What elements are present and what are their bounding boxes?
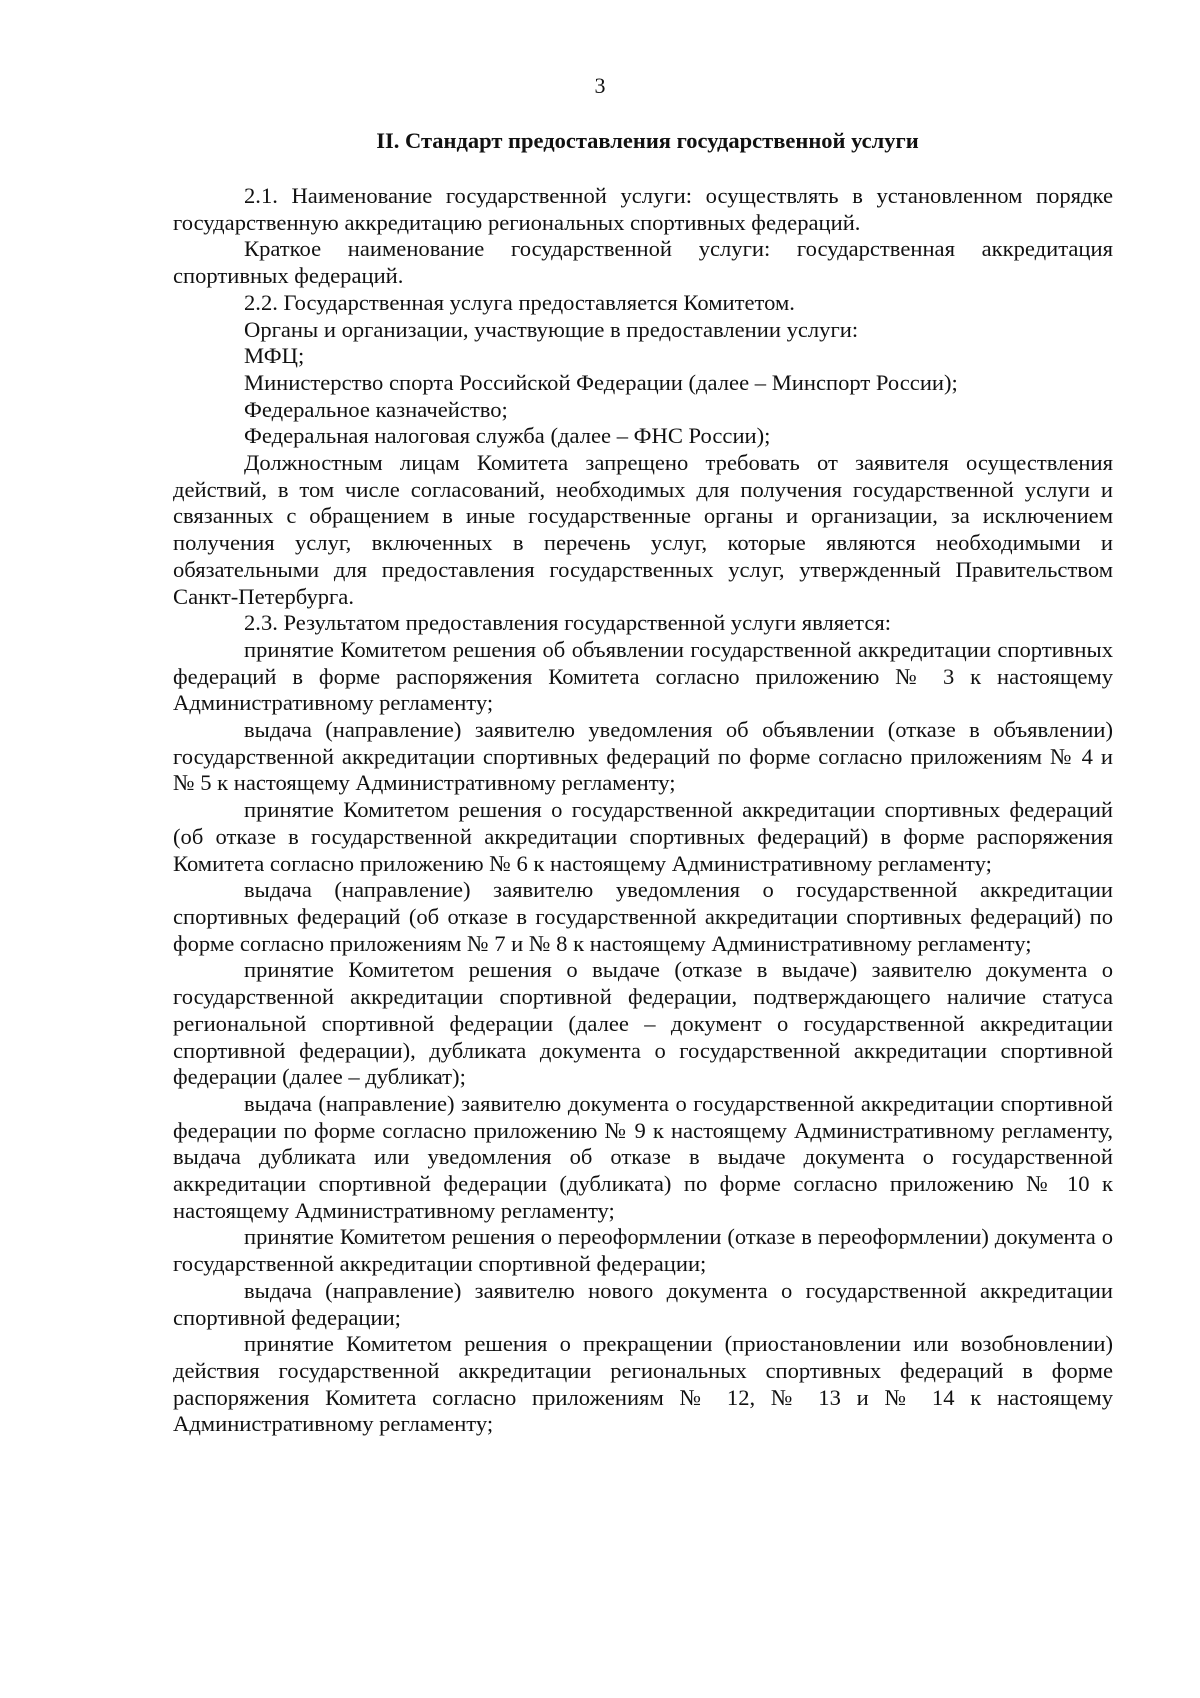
list-item: Федеральная налоговая служба (далее – ФНС России); (244, 423, 771, 449)
page-number: 3 (594, 73, 606, 98)
paragraph: 2.2. Государственная услуга предоставляется Комитетом. (244, 289, 795, 315)
list-item: Федеральное казначейство; (244, 396, 508, 422)
paragraph: Должностным лицам Комитета запрещено требовать от заявителя осуществления действий, в том числе согласований, необходимых для получения государственной услуги и связанных с обращением в иные государственные органы и организации, за исключением получения услуг, включенных в перечень услуг, которые являются необходимыми и обязательными для предоставления государственных услуг, утвержденный Правительством Санкт-Петербурга. (173, 450, 1113, 609)
list-item: выдача (направление) заявителю уведомления об объявлении (отказе в объявлении) государственной аккредитации спортивных федераций по форме согласно приложениям № 4 и № 5 к настоящему Административному регламенту; (173, 717, 1113, 796)
list-item: Министерство спорта Российской Федерации (далее – Минспорт России); (244, 369, 958, 395)
paragraph: Органы и организации, участвующие в предоставлении услуги: (244, 316, 859, 342)
list-item: МФЦ; (244, 343, 305, 369)
list-item: выдача (направление) заявителю уведомления о государственной аккредитации спортивных федераций (об отказе в государственной аккредитации спортивных федераций) по форме согласно приложениям № 7 и № 8 к настоящему Административному регламенту; (173, 877, 1113, 956)
list-item: принятие Комитетом решения о прекращении (приостановлении или возобновлении) действия государственной аккредитации региональных спортивных федераций в форме распоряжения Комитета согласно приложениям № 12, № 13 и № 14 к настоящему Административному регламенту; (173, 1331, 1113, 1437)
list-item: принятие Комитетом решения о переоформлении (отказе в переоформлении) документа о государственной аккредитации спортивной федерации; (173, 1224, 1113, 1277)
list-item: принятие Комитетом решения о выдаче (отказе в выдаче) заявителю документа о государственной аккредитации спортивной федерации, подтверждающего наличие статуса региональной спортивной федерации (далее – документ о государственной аккредитации спортивной федерации), дубликата документа о государственной аккредитации спортивной федерации (далее – дубликат); (173, 957, 1113, 1090)
list-item: принятие Комитетом решения об объявлении государственной аккредитации спортивных федераций в форме распоряжения Комитета согласно приложению № 3 к настоящему Административному регламенту; (173, 636, 1113, 716)
list-item: выдача (направление) заявителю нового документа о государственной аккредитации спортивной федерации; (173, 1277, 1113, 1330)
paragraph: 2.3. Результатом предоставления государственной услуги является: (244, 610, 892, 636)
list-item: принятие Комитетом решения о государственной аккредитации спортивных федераций (об отказе в государственной аккредитации спортивных федераций) в форме распоряжения Комитета согласно приложению № 6 к настоящему Административному регламенту; (173, 797, 1113, 876)
paragraph: 2.1. Наименование государственной услуги: осуществлять в установленном порядке государственную аккредитацию региональных спортивных федераций. (173, 183, 1113, 235)
document-body (173, 183, 1113, 1438)
paragraph: Краткое наименование государственной услуги: государственная аккредитация спортивных федераций. (173, 236, 1113, 289)
section-title: II. Стандарт предоставления государственной услуги (376, 128, 919, 153)
list-item: выдача (направление) заявителю документа о государственной аккредитации спортивной федерации по форме согласно приложению № 9 к настоящему Административному регламенту, выдача дубликата или уведомления об отказе в выдаче документа о государственной аккредитации спортивной федерации (дубликата) по форме согласно приложению № 10 к настоящему Административному регламенту; (173, 1090, 1113, 1223)
